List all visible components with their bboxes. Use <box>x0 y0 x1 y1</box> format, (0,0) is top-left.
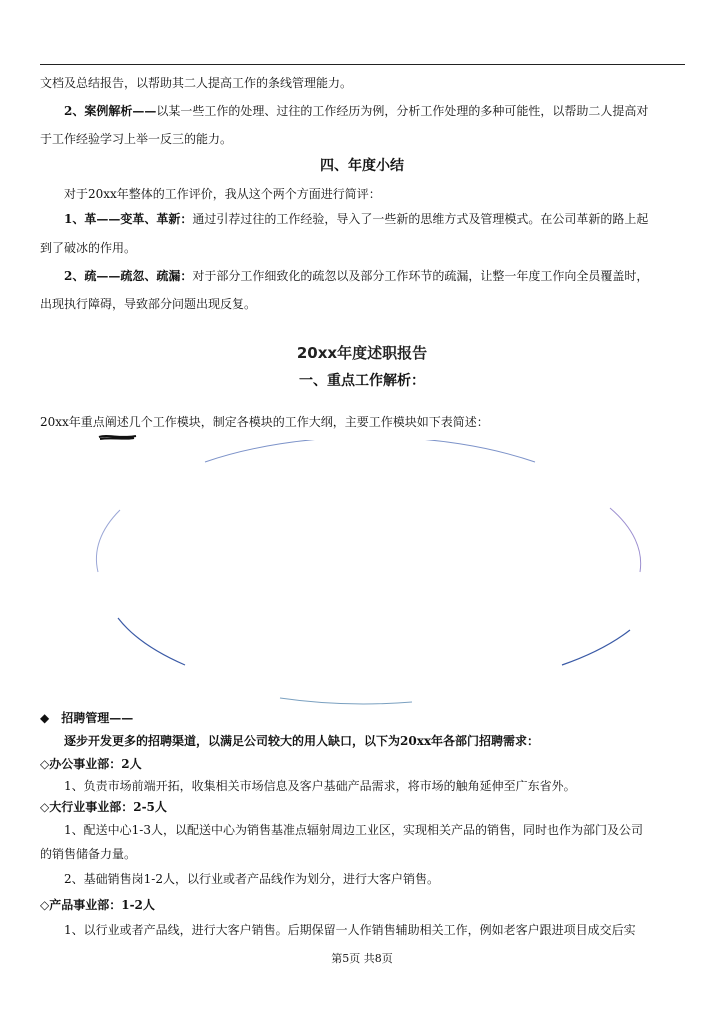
reform-label: 1、革——变革、革新： <box>64 212 193 226</box>
paragraph-9: 20xx年重点阐述几个工作模块，制定各模块的工作大纲，主要工作模块如下表简述： <box>40 415 489 429</box>
paragraph-2 <box>64 103 714 119</box>
dept-industry-item-2: 2、基础销售岗1-2人，以行业或者产品线作为划分，进行大客户销售。 <box>64 872 439 886</box>
dept-industry: ◇大行业事业部：2-5人 <box>40 800 167 814</box>
page-footer: 第5页 共8页 <box>331 952 393 965</box>
dept-office: ◇办公事业部：2人 <box>40 757 142 771</box>
dept-product-item-1: 1、以行业或者产品线，进行大客户销售。后期保留一人作销售辅助相关工作，例如老客户跟进项目成交后实 <box>64 923 636 937</box>
report-subtitle: 一、重点工作解析： <box>299 373 425 389</box>
paragraph-5 <box>64 211 714 227</box>
dept-product: ◇产品事业部：1-2人 <box>40 898 155 912</box>
paragraph-4: 对于20xx年整体的工作评价，我从这个两个方面进行简评： <box>64 187 381 201</box>
paragraph-3: 于工作经验学习上举一反三的能力。 <box>40 132 233 146</box>
oversight-label: 2、疏——疏忽、疏漏： <box>64 269 193 283</box>
dept-industry-item-1-cont: 的销售储备力量。 <box>40 847 137 861</box>
oversight-text: 对于部分工作细致化的疏忽以及部分工作环节的疏漏，让整一年度工作向全员覆盖时， <box>192 269 649 283</box>
paragraph-1: 文档及总结报告，以帮助其二人提高工作的条线管理能力。 <box>40 76 353 90</box>
recruitment-heading: ◆ 招聘管理—— <box>40 711 134 725</box>
section-title-annual-summary: 四、年度小结 <box>320 158 404 174</box>
paragraph-8: 出现执行障碍，导致部分问题出现反复。 <box>40 297 257 311</box>
module-diagram-ellipse <box>90 440 650 710</box>
report-title: 20xx年度述职报告 <box>296 344 428 362</box>
dept-office-item-1: 1、负责市场前端开拓，收集相关市场信息及客户基础产品需求，将市场的触角延伸至广东省外。 <box>64 779 576 793</box>
dept-industry-item-1: 1、配送中心1-3人，以配送中心为销售基准点辐射周边工业区，实现相关产品的销售，同时也作为部门及公司 <box>64 823 643 837</box>
paragraph-6: 到了破冰的作用。 <box>40 241 137 255</box>
recruitment-intro: 逐步开发更多的招聘渠道，以满足公司较大的用人缺口，以下为20xx年各部门招聘需求： <box>64 734 540 748</box>
paragraph-7 <box>64 268 714 284</box>
case-analysis-text: 以某一些工作的处理、过往的工作经历为例，分析工作处理的多种可能性，以帮助二人提高对 <box>156 104 649 118</box>
case-analysis-label: 2、案例解析—— <box>64 104 157 118</box>
header-rule <box>40 64 685 65</box>
reform-text: 通过引荐过往的工作经验，导入了一些新的思维方式及管理模式。在公司革新的路上起 <box>192 212 649 226</box>
